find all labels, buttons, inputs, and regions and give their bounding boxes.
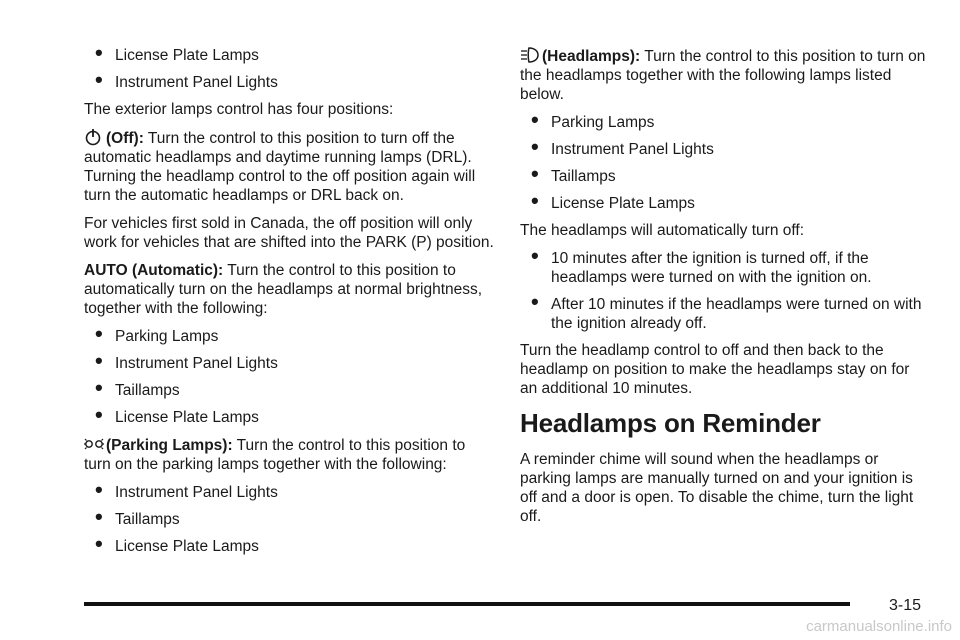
page-number: 3-15 — [889, 597, 922, 614]
list-item: • Parking Lamps — [520, 113, 928, 132]
off-label: (Off): — [106, 130, 144, 147]
list-item: • License Plate Lamps — [84, 408, 496, 427]
auto-off-intro: The headlamps will automatically turn off: — [520, 222, 805, 239]
auto-text: Turn the control to this position to automatically turn on the headlamps at normal brightness, together with the following: — [84, 262, 483, 317]
parking-bullet-list — [84, 483, 496, 556]
bullet-list-top — [84, 46, 496, 92]
headlamps-text: Turn the control to this position to turn on the headlamps together with the following lamps listed below. — [520, 48, 926, 103]
list-item: • Instrument Panel Lights — [520, 140, 928, 159]
section-heading: Headlamps on Reminder — [520, 408, 821, 438]
list-item: • Instrument Panel Lights — [84, 483, 496, 502]
parking-paragraph — [84, 435, 496, 474]
parking-lamp-icon — [84, 435, 104, 453]
watermark: carmanualsonline.info — [806, 618, 952, 635]
list-item: • Taillamps — [520, 167, 928, 186]
reminder-paragraph: A reminder chime will sound when the headlamps or parking lamps are manually turned on and your ignition is off and a door is open. To disable the chime, turn the light off. — [520, 451, 914, 525]
list-item: • Taillamps — [84, 510, 496, 529]
intro-text: The exterior lamps control has four positions: — [84, 101, 394, 118]
list-item: • Parking Lamps — [84, 327, 496, 346]
list-item: • Instrument Panel Lights — [84, 354, 496, 373]
auto-label: AUTO (Automatic): — [84, 262, 224, 279]
list-item: • License Plate Lamps — [520, 194, 928, 213]
parking-label: (Parking Lamps): — [106, 437, 233, 454]
headlamps-paragraph — [520, 46, 928, 104]
auto-off-bullet-list — [520, 249, 928, 333]
list-item: • License Plate Lamps — [84, 537, 496, 556]
headlamp-bullet-list — [520, 113, 928, 213]
list-item: • After 10 minutes if the headlamps were turned on with the ignition already off. — [520, 295, 928, 333]
headlamps-label: (Headlamps): — [542, 48, 641, 65]
auto-bullet-list — [84, 327, 496, 427]
parking-text: Turn the control to this position to turn on the parking lamps together with the following: — [84, 437, 466, 473]
auto-paragraph — [84, 261, 496, 318]
right-column — [520, 46, 928, 535]
left-column — [84, 46, 496, 564]
list-item: • 10 minutes after the ignition is turned off, if the headlamps were turned on with the ignition on. — [520, 249, 928, 287]
stay-on-paragraph: Turn the headlamp control to off and then back to the headlamp on position to make the headlamps stay on for an additional 10 minutes. — [520, 342, 910, 397]
canada-paragraph: For vehicles first sold in Canada, the off position will only work for vehicles that are shifted into the PARK (P) position. — [84, 215, 494, 251]
list-item: • License Plate Lamps — [84, 46, 496, 65]
footer-rule — [84, 602, 850, 606]
off-text: Turn the control to this position to turn off the automatic headlamps and daytime running lamps (DRL). Turning the headlamp control to the off position again will turn the automatic headlamps or DRL back on. — [84, 130, 476, 204]
off-position-paragraph — [84, 128, 496, 205]
power-off-icon — [84, 128, 104, 146]
headlamp-icon — [520, 46, 540, 64]
list-item: • Instrument Panel Lights — [84, 73, 496, 92]
list-item: • Taillamps — [84, 381, 496, 400]
